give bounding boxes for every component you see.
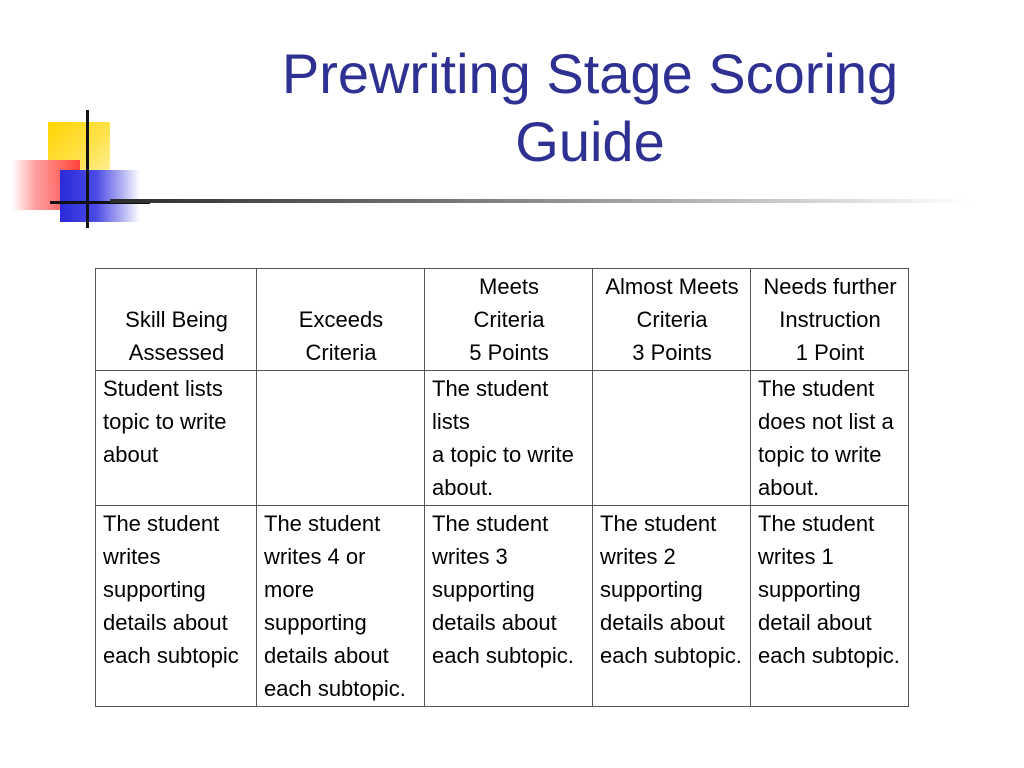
header-almost-meets-criteria: Almost Meets Criteria 3 Points xyxy=(593,269,751,371)
table-cell xyxy=(593,371,751,506)
table-row xyxy=(96,506,909,707)
table-row xyxy=(96,371,909,506)
table-cell: The student writes 2 supporting details about each subtopic. xyxy=(593,506,751,707)
blue-square-shape xyxy=(60,170,140,222)
table-cell: Student lists topic to write about xyxy=(96,371,257,506)
decorative-squares-graphic xyxy=(0,100,200,240)
slide-title: Prewriting Stage Scoring Guide xyxy=(281,42,899,173)
header-exceeds-criteria: Exceeds Criteria xyxy=(257,269,425,371)
table-cell: The student writes 4 or more supporting details about each subtopic. xyxy=(257,506,425,707)
scoring-guide-table xyxy=(95,268,909,707)
table-cell: The student writes 1 supporting detail about each subtopic. xyxy=(751,506,909,707)
header-needs-further-instruction: Needs further Instruction 1 Point xyxy=(751,269,909,371)
header-meets-criteria: Meets Criteria 5 Points xyxy=(425,269,593,371)
table-cell: The student writes 3 supporting details about each subtopic. xyxy=(425,506,593,707)
title-underline-rule xyxy=(110,199,970,203)
table-cell: The student lists a topic to write about. xyxy=(425,371,593,506)
table-header-row xyxy=(96,269,909,371)
table-cell: The student writes supporting details about each subtopic xyxy=(96,506,257,707)
vertical-accent-line xyxy=(86,110,89,228)
header-skill-being-assessed: Skill Being Assessed xyxy=(96,269,257,371)
table-cell xyxy=(257,371,425,506)
table-cell: The student does not list a topic to write about. xyxy=(751,371,909,506)
